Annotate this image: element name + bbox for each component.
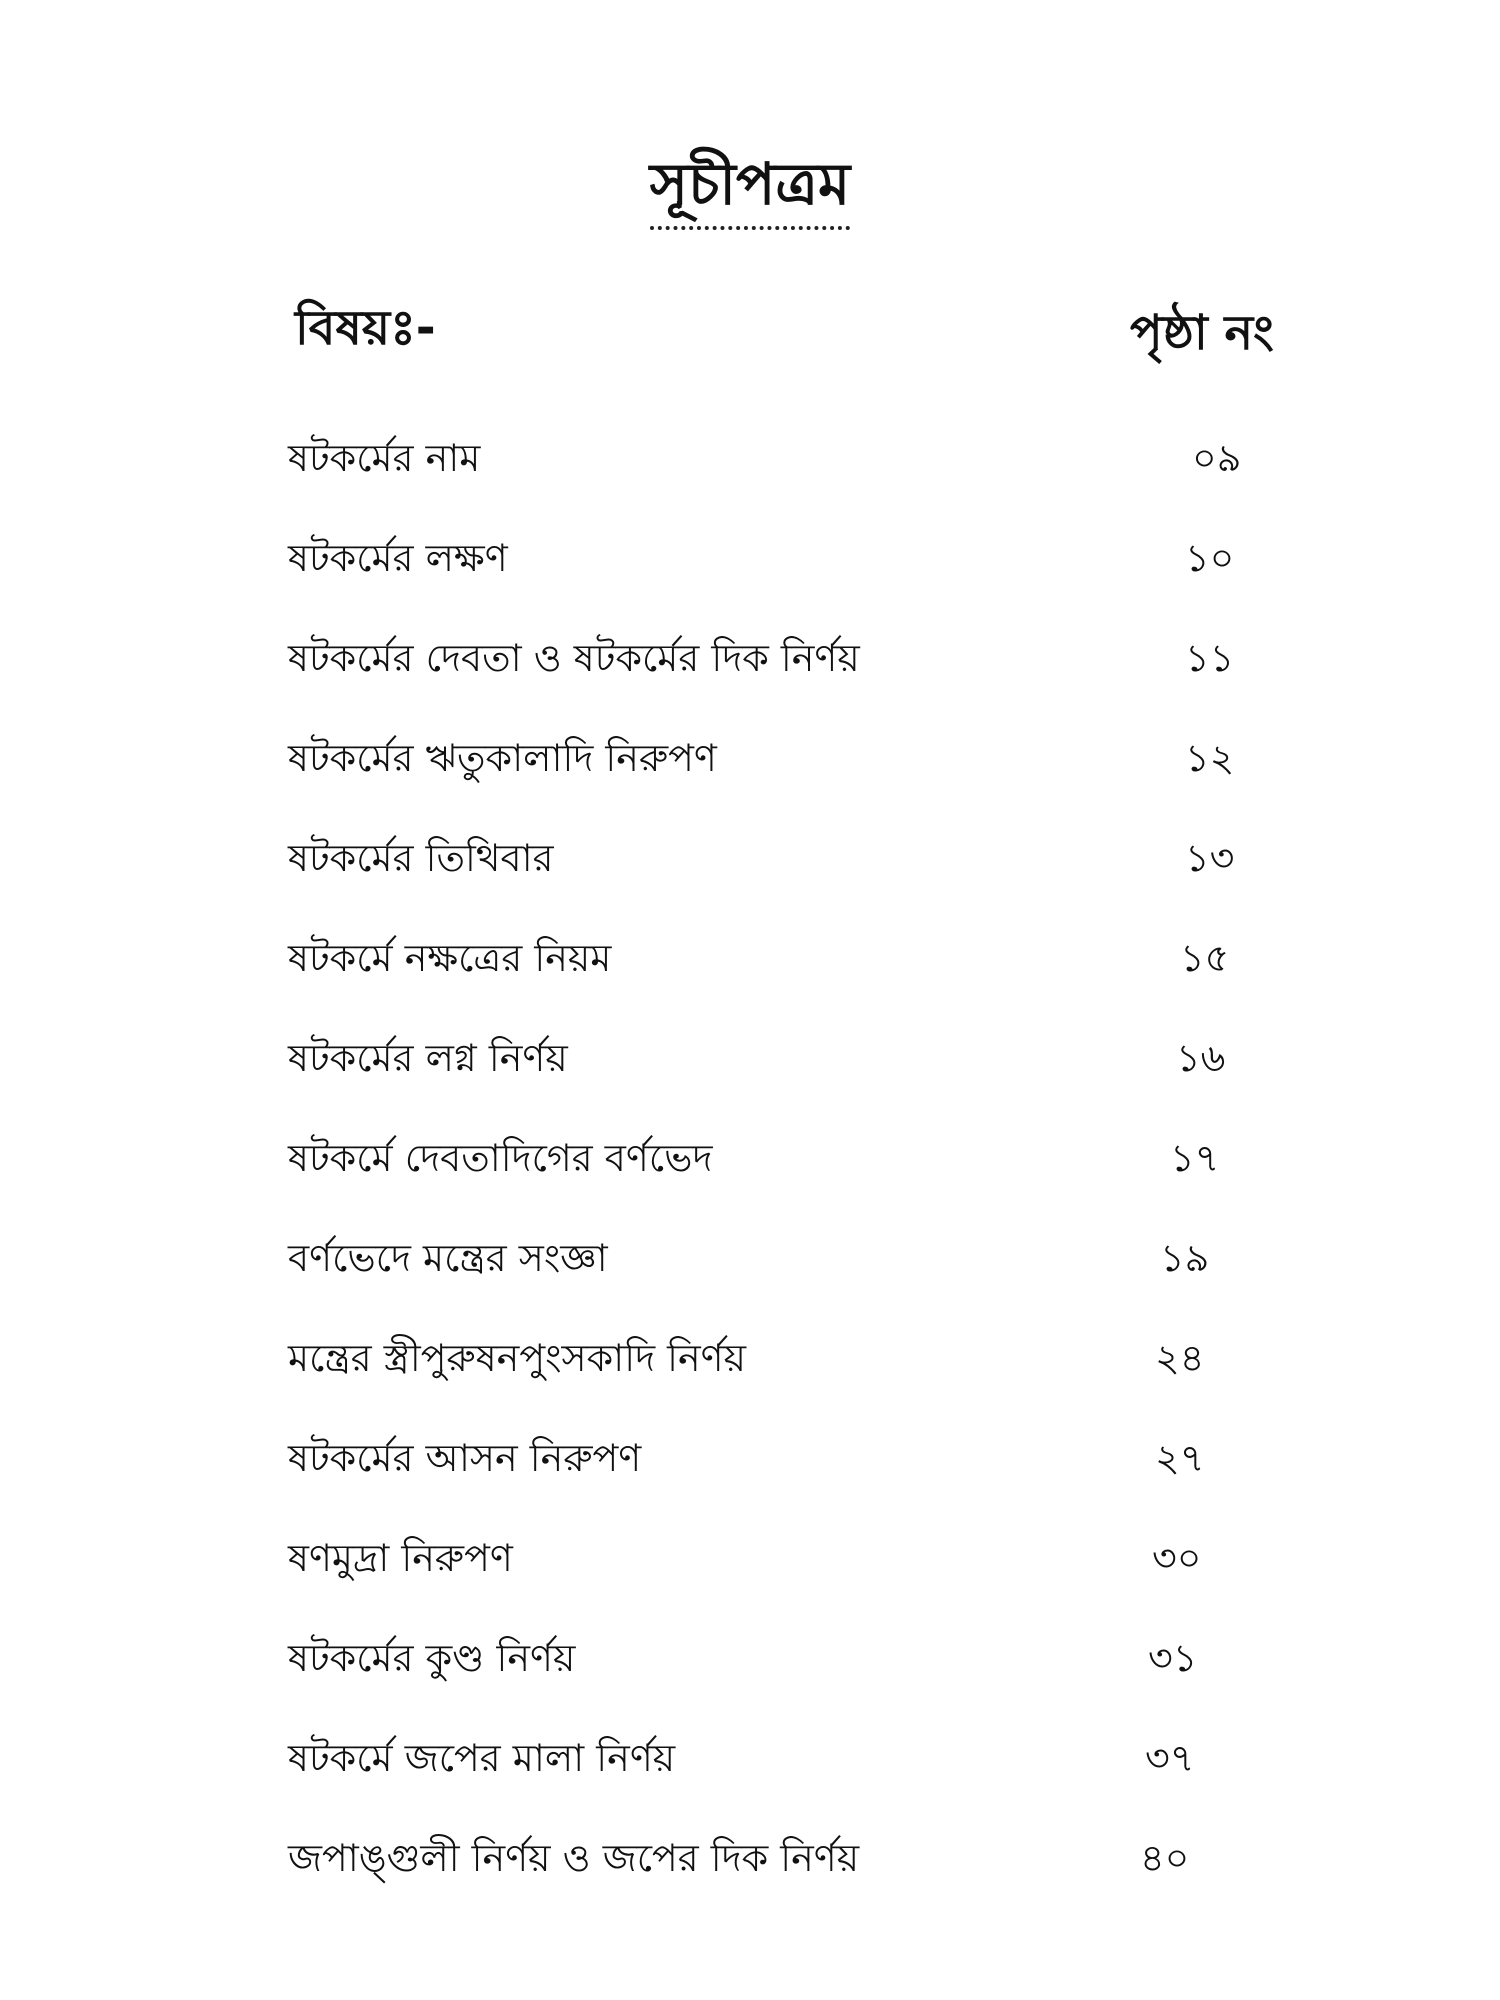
toc-page-number: ১৩ [1185, 836, 1235, 880]
toc-topic: ষটকর্মের দেবতা ও ষটকর্মের দিক নির্ণয় [288, 636, 860, 680]
toc-row [0, 628, 1500, 688]
topic-column-header: বিষয়ঃ- [295, 300, 436, 356]
toc-page-number: ১৬ [1176, 1036, 1226, 1080]
toc-page-number: ১২ [1185, 736, 1235, 780]
page-title-text: সূচীপত্রম [650, 150, 850, 230]
toc-topic: ষটকর্মের লগ্ন নির্ণয় [288, 1036, 568, 1080]
toc-page-number: ০৯ [1192, 436, 1242, 480]
toc-topic: ষটকর্মে নক্ষত্রের নিয়ম [288, 936, 612, 980]
toc-topic: জপাঙ্গুলী নির্ণয় ও জপের দিক নির্ণয় [288, 1836, 860, 1880]
toc-topic: ষটকর্মের ঋতুকালাদি নিরুপণ [288, 736, 717, 780]
toc-row [0, 1128, 1500, 1188]
toc-page-number: ৪০ [1140, 1836, 1190, 1880]
toc-topic: মন্ত্রের স্ত্রীপুরুষনপুংসকাদি নির্ণয় [288, 1336, 747, 1380]
toc-topic: ষটকর্মের নাম [288, 436, 481, 480]
toc-row [0, 428, 1500, 488]
toc-topic: ষটকর্মের তিথিবার [288, 836, 554, 880]
toc-row [0, 1228, 1500, 1288]
page-number-column-header: পৃষ্ঠা নং [1130, 305, 1274, 361]
toc-row [0, 928, 1500, 988]
toc-page-number: ১৫ [1180, 936, 1230, 980]
toc-page-number: ১০ [1185, 536, 1235, 580]
toc-page-number: ১৭ [1170, 1136, 1220, 1180]
toc-row [0, 1628, 1500, 1688]
toc-row [0, 1828, 1500, 1888]
toc-topic: বর্ণভেদে মন্ত্রের সংজ্ঞা [288, 1236, 608, 1280]
toc-page-number: ২৭ [1155, 1436, 1205, 1480]
toc-row [0, 728, 1500, 788]
toc-row [0, 828, 1500, 888]
toc-topic: ষটকর্মের কুণ্ড নির্ণয় [288, 1636, 576, 1680]
toc-topic: ষটকর্মে জপের মালা নির্ণয় [288, 1736, 676, 1780]
toc-topic: ষটকর্মে দেবতাদিগের বর্ণভেদ [288, 1136, 713, 1180]
toc-row [0, 1028, 1500, 1088]
toc-page-number: ৩০ [1152, 1536, 1202, 1580]
toc-page-number: ১১ [1185, 636, 1235, 680]
toc-row [0, 1428, 1500, 1488]
toc-row [0, 1328, 1500, 1388]
toc-page-number: ২৪ [1155, 1336, 1205, 1380]
toc-topic: ষটকর্মের আসন নিরুপণ [288, 1436, 642, 1480]
page-title [0, 150, 1500, 230]
toc-page-number: ৩৭ [1145, 1736, 1195, 1780]
toc-row [0, 1528, 1500, 1588]
toc-topic: ষটকর্মের লক্ষণ [288, 536, 508, 580]
toc-page-number: ১৯ [1160, 1236, 1210, 1280]
toc-topic: ষণমুদ্রা নিরুপণ [288, 1536, 513, 1580]
toc-row [0, 1728, 1500, 1788]
toc-row [0, 528, 1500, 588]
toc-page-number: ৩১ [1148, 1636, 1198, 1680]
